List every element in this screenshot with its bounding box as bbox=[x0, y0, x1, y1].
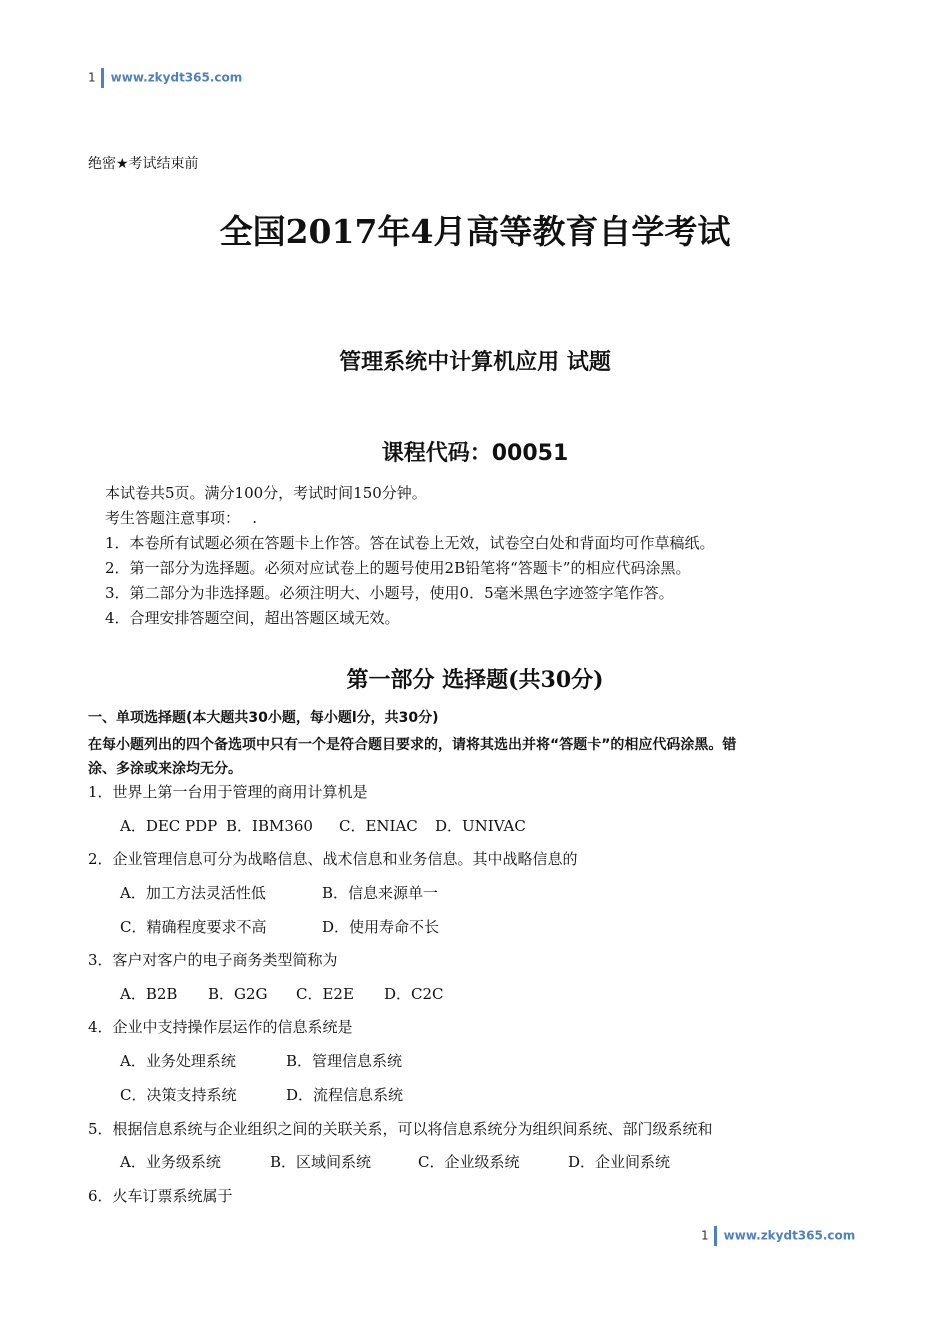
option: C．E2E bbox=[296, 985, 354, 1003]
note-line: 4．合理安排答题空间，超出答题区域无效。 bbox=[105, 609, 400, 627]
subject-title: 管理系统中计算机应用 试题 bbox=[339, 350, 611, 375]
option-row bbox=[120, 1151, 670, 1172]
option: C．决策支持系统 bbox=[120, 1086, 237, 1104]
question-stem: 2．企业管理信息可分为战略信息、战术信息和业务信息。其中战略信息的 bbox=[88, 850, 578, 868]
option: C．ENIAC bbox=[339, 817, 418, 835]
option: A．业务处理系统 bbox=[120, 1052, 236, 1070]
question-stem: 5．根据信息系统与企业组织之间的关联关系，可以将信息系统分为组织间系统、部门级系统和 bbox=[88, 1120, 713, 1138]
question-stem: 1．世界上第一台用于管理的商用计算机是 bbox=[88, 783, 368, 801]
footer-page-number: 1 bbox=[701, 1228, 709, 1243]
page-header bbox=[88, 68, 242, 88]
option: B．管理信息系统 bbox=[286, 1052, 403, 1070]
note-line: 考生答题注意事项： . bbox=[105, 509, 258, 527]
question-stem: 6．火车订票系统属于 bbox=[88, 1187, 233, 1205]
question-stem: 3．客户对客户的电子商务类型简称为 bbox=[88, 951, 338, 969]
option: A．B2B bbox=[120, 985, 178, 1003]
page-footer bbox=[701, 1226, 855, 1246]
option-row bbox=[120, 1084, 403, 1105]
option: A．加工方法灵活性低 bbox=[120, 884, 266, 902]
part1-title: 第一部分 选择题(共30分) bbox=[346, 667, 604, 693]
question-stem: 4．企业中支持操作层运作的信息系统是 bbox=[88, 1018, 353, 1036]
note-line: 3．第二部分为非选择题。必须注明大、小题号，使用0．5毫米黑色字迹签字笔作答。 bbox=[105, 584, 674, 602]
option: D．使用寿命不长 bbox=[322, 918, 440, 936]
option: B．信息来源单一 bbox=[322, 884, 439, 902]
option: D．C2C bbox=[384, 985, 444, 1003]
option: D．企业间系统 bbox=[568, 1153, 671, 1171]
instruction-line: 涂、多涂或来涂均无分。 bbox=[88, 761, 242, 777]
option-row bbox=[120, 882, 438, 903]
option: D．UNIVAC bbox=[435, 817, 526, 835]
course-code: 课程代码：00051 bbox=[381, 441, 569, 466]
option: C．精确程度要求不高 bbox=[120, 918, 267, 936]
instruction-line: 在每小题列出的四个备选项中只有一个是符合题目要求的，请将其选出并将“答题卡”的相应代码涂黑。错 bbox=[88, 737, 737, 753]
note-line: 2．第一部分为选择题。必须对应试卷上的题号使用2B铅笔将“答题卡”的相应代码涂黑。 bbox=[105, 559, 691, 577]
option: B．G2G bbox=[208, 985, 268, 1003]
option-row bbox=[120, 815, 526, 836]
section1-title: 一、单项选择题(本大题共30小题，每小题l分，共30分) bbox=[88, 710, 439, 726]
option: C．企业级系统 bbox=[418, 1153, 520, 1171]
option: A．业务级系统 bbox=[120, 1153, 221, 1171]
option: D．流程信息系统 bbox=[286, 1086, 404, 1104]
note-line: 1．本卷所有试题必须在答题卡上作答。答在试卷上无效，试卷空白处和背面均可作草稿纸。 bbox=[105, 534, 715, 552]
option: A．DEC PDP bbox=[120, 817, 218, 835]
header-divider bbox=[101, 68, 104, 88]
option-row bbox=[120, 916, 439, 937]
footer-divider bbox=[714, 1226, 717, 1246]
footer-url: www.zkydt365.com bbox=[723, 1228, 856, 1243]
header-url: www.zkydt365.com bbox=[110, 70, 243, 85]
header-page-number: 1 bbox=[88, 70, 96, 85]
option: B．IBM360 bbox=[226, 817, 313, 835]
option: B．区域间系统 bbox=[270, 1153, 372, 1171]
option-row bbox=[120, 1050, 402, 1071]
option-row bbox=[120, 983, 444, 1004]
note-line: 本试卷共5页。满分100分，考试时间150分钟。 bbox=[105, 484, 427, 502]
secret-label: 绝密★考试结束前 bbox=[88, 156, 199, 172]
main-title: 全国2017年4月高等教育自学考试 bbox=[219, 212, 731, 251]
